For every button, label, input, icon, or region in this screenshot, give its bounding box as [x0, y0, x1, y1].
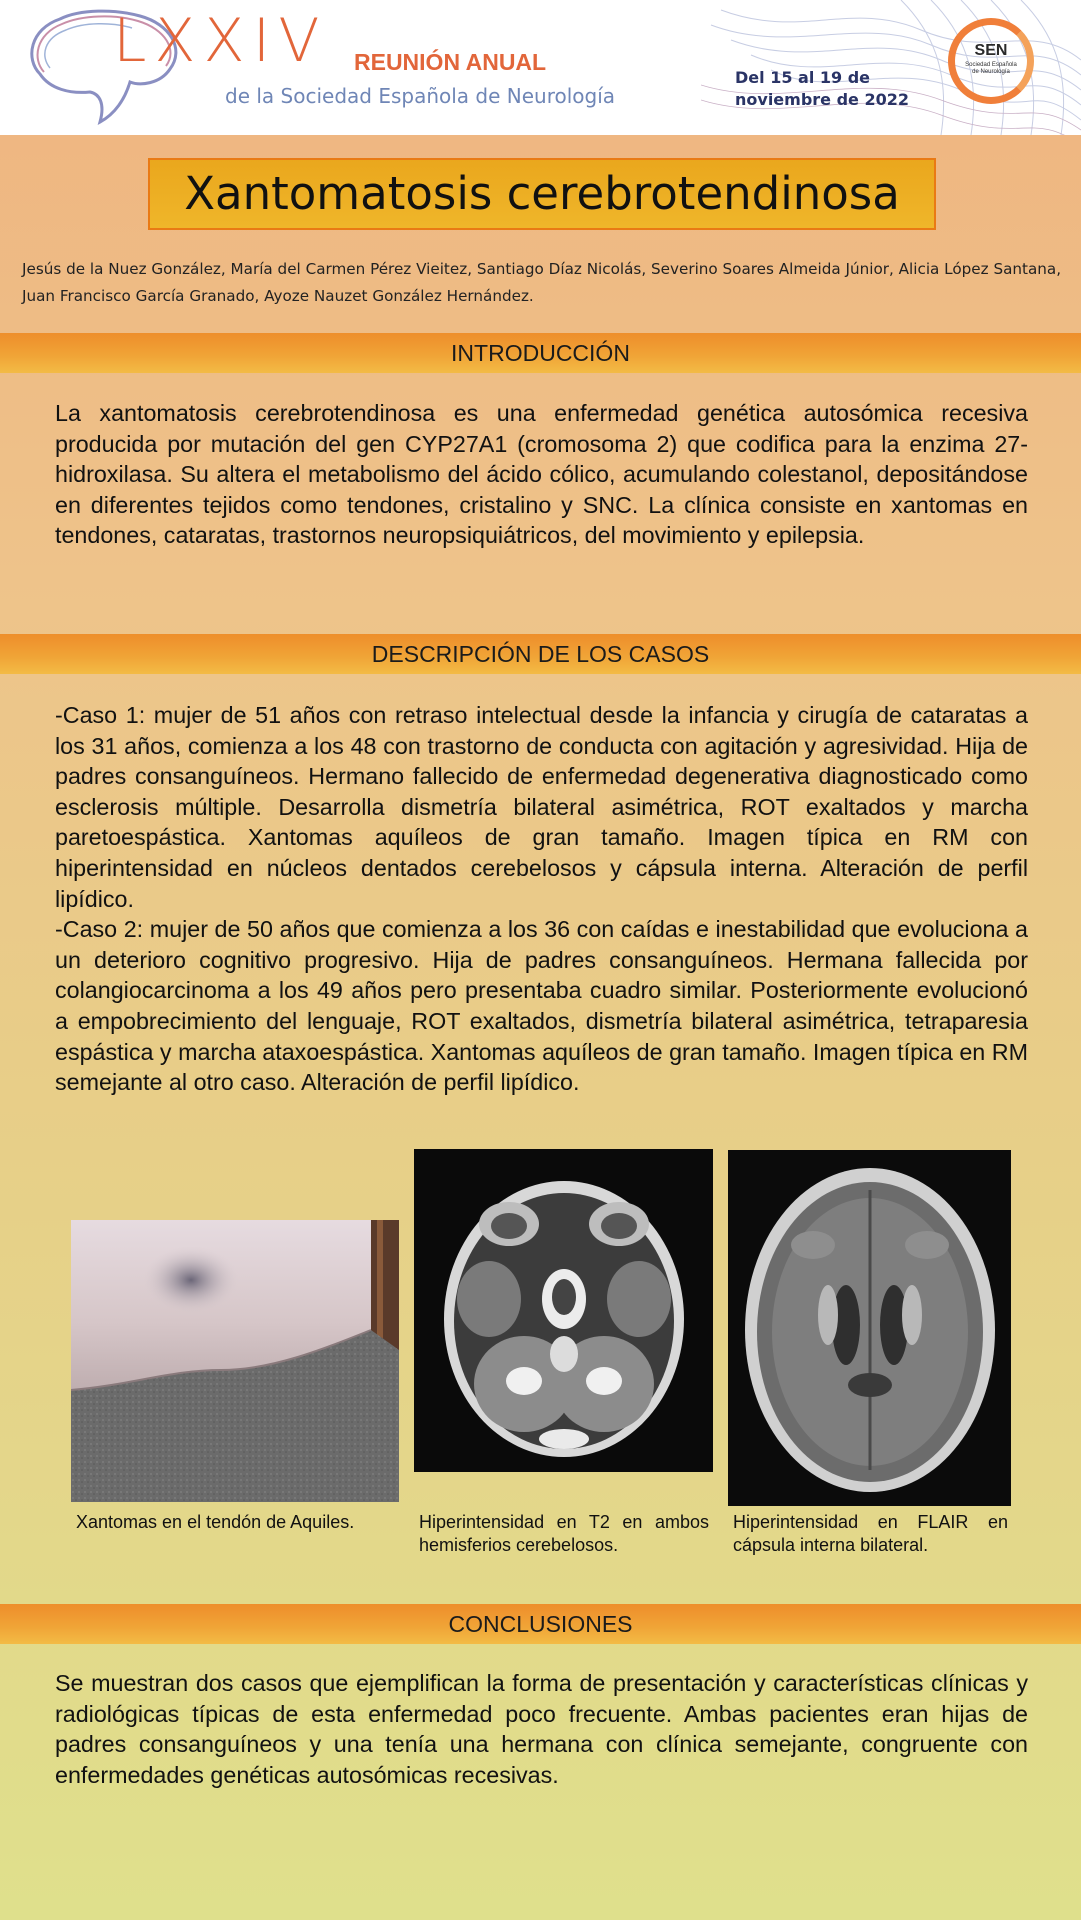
mri-flair-image	[728, 1150, 1011, 1506]
society-name: de la Sociedad Española de Neurología	[225, 84, 616, 108]
poster-title: Xantomatosis cerebrotendinosa	[184, 167, 900, 220]
poster-header	[0, 0, 1081, 135]
cases-text	[55, 700, 1028, 1098]
authors-list: Jesús de la Nuez González, María del Carmen Pérez Vieitez, Santiago Díaz Nicolás, Severino Soares Almeida Júnior, Alicia López Santana, Juan Francisco García Granado, Ayoze Nauzet González Hernández.	[22, 260, 1062, 305]
conclusions-text: Se muestran dos casos que ejemplifican la forma de presentación y características clínicas y radiológicas típicas de esta enfermedad poco frecuente. Ambas pacientes eran hijas de padres consanguíneos y una tenía una hermana con clínica semejante, congruente con enfermedades genéticas autosómicas recesivas.	[55, 1670, 1028, 1788]
achilles-tendon-photo	[71, 1220, 399, 1502]
poster-title-box	[148, 158, 936, 230]
meeting-label: REUNIÓN ANUAL	[354, 49, 547, 75]
meeting-number: LXXIV	[113, 6, 328, 76]
introduction-text: La xantomatosis cerebrotendinosa es una enfermedad genética autosómica recesiva producida por mutación del gen CYP27A1 (cromosoma 2) que codifica para la enzima 27-hidroxilasa. Su altera el metabolismo del ácido cólico, acumulando colestanol, depositándose en diferentes tejidos como tendones, cristalino y SNC. La clínica consiste en xantomas en tendones, cataratas, trastornos neuropsiquiátricos, del movimiento y epilepsia.	[55, 400, 1028, 549]
caption-mri-flair: Hiperintensidad en FLAIR en cápsula interna bilateral.	[733, 1512, 1008, 1555]
logo-subtext: Sociedad Española de Neurología	[965, 62, 1017, 75]
section-bar-cases	[0, 634, 1081, 674]
meeting-dates	[735, 67, 935, 111]
mri-t2-image	[414, 1149, 713, 1472]
case-2-text: -Caso 2: mujer de 50 años que comienza a los 36 con caídas e inestabilidad que evoluciona a un deterioro cognitivo progresivo. Hija de padres consanguíneos. Hermana fallecida por colangiocarcinoma a los 49 años pero presentaba cuadro similar. Posteriormente evolucionó a empobrecimiento del lenguaje, ROT exaltados, dismetría bilateral asimétrica, tetraparesia espástica y marcha ataxoespástica. Xantomas aquíleos de gran tamaño. Imagen típica en RM semejante al otro caso. Alteración de perfil lipídico.	[55, 916, 1028, 1096]
section-bar-conclusions	[0, 1604, 1081, 1644]
dates-line-2: noviembre de 2022	[735, 90, 909, 109]
logo-text: SEN	[974, 42, 1008, 59]
sen-logo	[948, 18, 1030, 100]
section-heading-cases: DESCRIPCIÓN DE LOS CASOS	[371, 640, 710, 667]
caption-mri-t2: Hiperintensidad en T2 en ambos hemisferios cerebelosos.	[419, 1512, 709, 1555]
logo-ring	[948, 18, 1034, 104]
dates-line-1: Del 15 al 19 de	[735, 68, 871, 87]
case-1-text: -Caso 1: mujer de 51 años con retraso intelectual desde la infancia y cirugía de cataratas a los 31 años, comienza a los 48 con trastorno de conducta con agitación y agresividad. Hija de padres consanguíneos. Hermano fallecido de enfermedad degenerativa diagnosticado como esclerosis múltiple. Desarrolla dismetría bilateral asimétrica, ROT exaltados y marcha paretoespástica. Xantomas aquíleos de gran tamaño. Imagen típica en RM con hiperintensidad en núcleos dentados cerebelosos y cápsula interna. Alteración de perfil lipídico.	[55, 702, 1028, 912]
section-heading-introduction: INTRODUCCIÓN	[451, 339, 630, 366]
section-bar-introduction	[0, 333, 1081, 373]
caption-achilles: Xantomas en el tendón de Aquiles.	[76, 1512, 355, 1532]
section-heading-conclusions: CONCLUSIONES	[448, 1610, 633, 1637]
